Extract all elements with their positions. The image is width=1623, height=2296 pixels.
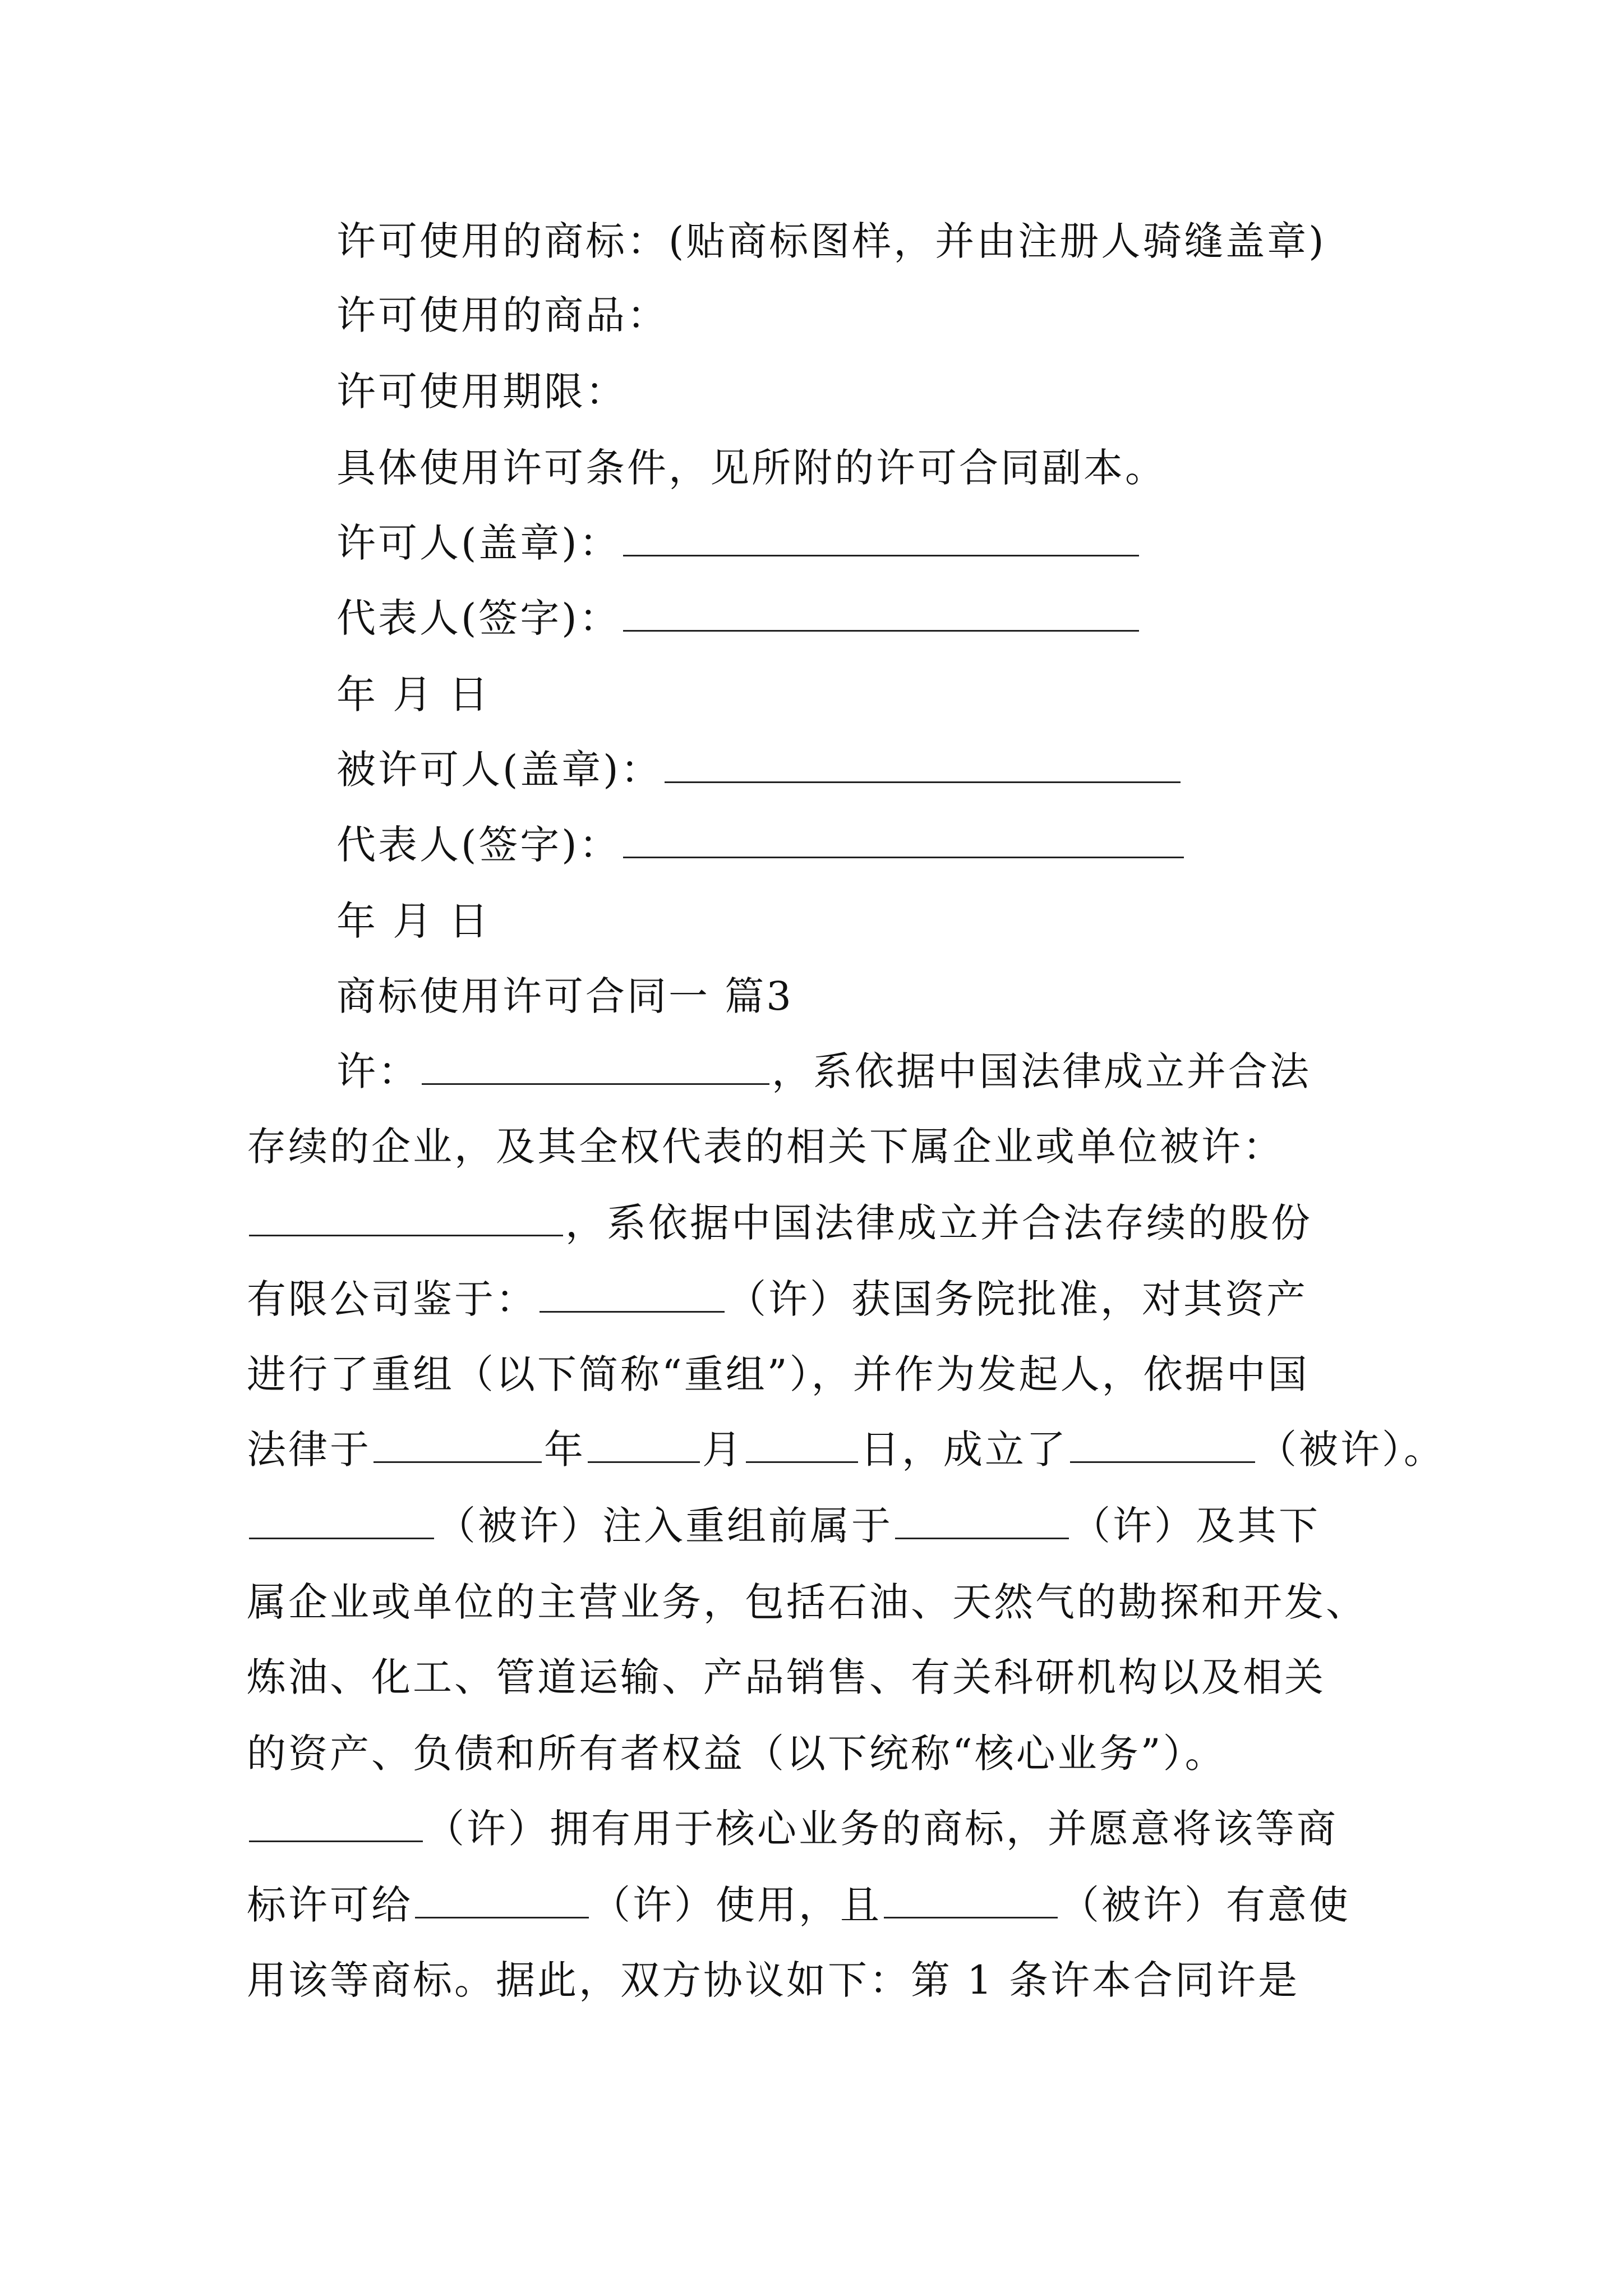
month-blank[interactable]	[588, 1429, 700, 1463]
licensor-blank[interactable]	[540, 1278, 725, 1313]
licensee-seal-line	[336, 742, 1183, 798]
paragraph-text: 用该等商标。据此，双方协议如下：第 1 条许本合同许是	[247, 1957, 1300, 2003]
paragraph-line	[247, 1726, 1227, 1782]
paragraph-line	[247, 1346, 1310, 1402]
paragraph-text: 法律于	[247, 1427, 371, 1473]
licensee-seal-blank[interactable]	[665, 749, 1181, 783]
paragraph-text: （许）获国务院批准，对其资产	[727, 1276, 1308, 1322]
licensor-date-text: 年 月 日	[336, 671, 491, 717]
paragraph-text: （许）及其下	[1071, 1503, 1320, 1549]
paragraph-line	[247, 1498, 1320, 1554]
paragraph-text: 的资产、负债和所有者权益（以下统称“核心业务”）。	[247, 1731, 1227, 1777]
day-blank[interactable]	[746, 1429, 858, 1463]
paragraph-text: （被许）。	[1257, 1427, 1445, 1473]
paragraph-text: 进行了重组（以下简称“重组”），并作为发起人，依据中国	[247, 1351, 1310, 1397]
licensor-date-line	[336, 666, 491, 723]
paragraph-line	[247, 1649, 1326, 1705]
licensed-goods-line	[336, 287, 668, 343]
section-heading-text: 商标使用许可合同一 篇3	[336, 973, 794, 1019]
paragraph-text: 许：	[336, 1048, 419, 1094]
license-conditions-text: 具体使用许可条件，见所附的许可合同副本。	[336, 445, 1166, 491]
licensee-date-line	[336, 893, 491, 949]
paragraph-line	[247, 1952, 1299, 2008]
paragraph-line	[247, 1195, 1312, 1251]
licensor-blank[interactable]	[895, 1505, 1069, 1539]
licensor-name-blank[interactable]	[422, 1051, 769, 1085]
licensed-goods-text: 许可使用的商品：	[336, 292, 668, 338]
paragraph-text: 月	[702, 1427, 744, 1473]
licensor-signature-blank[interactable]	[623, 597, 1139, 632]
licensed-trademark-text: 许可使用的商标：(贴商标图样，并由注册人骑缝盖章)	[336, 218, 1326, 264]
paragraph-line	[247, 1119, 1284, 1175]
licensee-date-text: 年 月 日	[336, 898, 491, 944]
license-term-text: 许可使用期限：	[336, 369, 627, 415]
paragraph-text: （许）拥有用于核心业务的商标，并愿意将该等商	[425, 1806, 1338, 1852]
licensee-seal-label: 被许可人(盖章)：	[336, 747, 662, 793]
paragraph-line	[247, 1271, 1308, 1327]
year-blank[interactable]	[374, 1429, 542, 1463]
paragraph-text: 炼油、化工、管道运输、产品销售、有关科研机构以及相关	[247, 1654, 1326, 1700]
paragraph-text: 年	[544, 1427, 585, 1473]
paragraph-text: ，系依据中国法律成立并合法	[772, 1048, 1311, 1094]
paragraph-text: ，系依据中国法律成立并合法存续的股份	[565, 1200, 1312, 1246]
paragraph-text: （被许）有意使	[1060, 1882, 1350, 1928]
licensee-representative-line	[336, 817, 1186, 873]
paragraph-text: 有限公司鉴于：	[247, 1276, 537, 1322]
licensor-seal-label: 许可人(盖章)：	[336, 520, 621, 566]
licensee-blank[interactable]	[415, 1884, 589, 1918]
licensed-trademark-line	[336, 213, 1326, 269]
paragraph-text: 属企业或单位的主营业务，包括石油、天然气的勘探和开发、	[247, 1579, 1367, 1625]
paragraph-text: 标许可给	[247, 1882, 413, 1928]
paragraph-line	[247, 1421, 1445, 1478]
licensor-blank[interactable]	[249, 1808, 423, 1842]
licensor-representative-line	[336, 590, 1141, 646]
licensee-representative-label: 代表人(签字)：	[336, 822, 621, 868]
paragraph-line	[247, 1801, 1338, 1857]
paragraph-line	[336, 1043, 1311, 1099]
licensor-representative-label: 代表人(签字)：	[336, 595, 621, 641]
licensee-name-blank[interactable]	[249, 1202, 563, 1236]
paragraph-text: 日，成立了	[860, 1427, 1068, 1473]
license-conditions-line	[336, 440, 1166, 496]
paragraph-line	[247, 1574, 1367, 1630]
licensee-signature-blank[interactable]	[623, 824, 1184, 858]
section-heading	[336, 968, 794, 1024]
paragraph-text: （许）使用，且	[591, 1882, 882, 1928]
licensor-seal-blank[interactable]	[623, 522, 1139, 556]
licensee-blank[interactable]	[249, 1505, 434, 1539]
company-blank[interactable]	[1070, 1429, 1255, 1463]
paragraph-text: （被许）注入重组前属于	[436, 1503, 893, 1549]
licensor-seal-line	[336, 515, 1141, 571]
paragraph-line	[247, 1877, 1350, 1933]
license-term-line	[336, 364, 627, 420]
licensee-blank[interactable]	[884, 1884, 1058, 1918]
paragraph-text: 存续的企业，及其全权代表的相关下属企业或单位被许：	[247, 1124, 1284, 1170]
